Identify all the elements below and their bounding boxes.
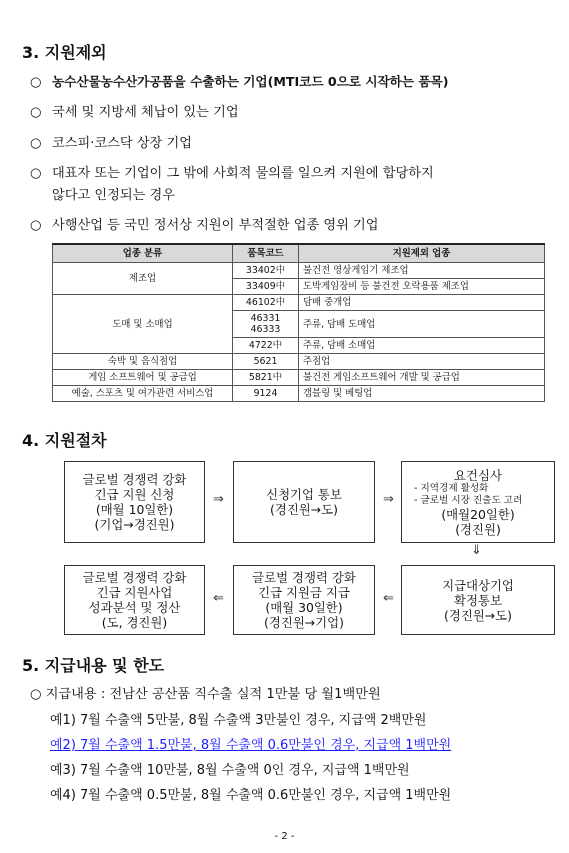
- arrow-right-icon: ⇒: [213, 492, 224, 507]
- step-apply-box: 글로벌 경쟁력 강화 긴급 지원 신청 (매월 10일한) (기업→경진원): [64, 461, 205, 543]
- code-cell: 5821中: [233, 370, 299, 386]
- example-2-highlighted: 예2) 7월 수출액 1.5만불, 8월 수출액 0.6만불인 경우, 지급액 1백만원: [50, 738, 452, 753]
- payment-content: ○ 지급내용 : 전남산 공산품 직수출 실적 1만불 당 월1백만원: [30, 687, 381, 702]
- section-3-heading: 3. 지원제외: [22, 43, 107, 62]
- excluded-cell: 갬블링 및 베팅업: [299, 386, 545, 402]
- arrow-left-icon: ⇐: [213, 591, 224, 606]
- arrow-down-icon: ⇓: [471, 543, 482, 558]
- excluded-cell: 불건전 게임소프트웨어 개발 및 공급업: [299, 370, 545, 386]
- code-cell: 5621: [233, 354, 299, 370]
- code-cell: 33402中: [233, 263, 299, 279]
- code-cell: 4722中: [233, 338, 299, 354]
- excluded-industries-table: [52, 243, 545, 402]
- table-row: [53, 386, 545, 402]
- exclusion-item-4-continued: 않다고 인정되는 경우: [52, 188, 176, 203]
- excluded-cell: 불건전 영상게임기 제조업: [299, 263, 545, 279]
- exclusion-item-1: ○ 농수산물농수산가공품을 수출하는 기업(MTI코드 0으로 시작하는 품목): [30, 74, 449, 90]
- example-1: 예1) 7월 수출액 5만불, 8월 수출액 3만불인 경우, 지급액 2백만원: [50, 713, 427, 728]
- section-5-heading: 5. 지급내용 및 한도: [22, 656, 165, 675]
- arrow-right-icon: ⇒: [383, 492, 394, 507]
- step-review-box: 요건심사 - 지역경제 활성화 - 글로벌 시장 진출도 고려 (매월20일한) (경진원): [401, 461, 555, 543]
- step-settlement-box: 글로벌 경쟁력 강화 긴급 지원사업 성과분석 및 정산 (도, 경진원): [64, 565, 205, 635]
- exclusion-item-3: ○ 코스피·코스닥 상장 기업: [30, 136, 192, 151]
- table-row: [53, 354, 545, 370]
- industry-cell: 제조업: [53, 263, 233, 295]
- industry-cell: 도매 및 소매업: [53, 295, 233, 354]
- section-4-heading: 4. 지원절차: [22, 431, 107, 450]
- step-notify-box: 신청기업 통보 (경진원→도): [233, 461, 375, 543]
- industry-cell: 게임 소프트웨어 및 공급업: [53, 370, 233, 386]
- exclusion-item-2: ○ 국세 및 지방세 체납이 있는 기업: [30, 105, 239, 120]
- excluded-cell: 도박게임장비 등 불건전 오락용품 제조업: [299, 279, 545, 295]
- exclusion-item-5: ○ 사행산업 등 국민 정서상 지원이 부적절한 업종 영위 기업: [30, 218, 379, 233]
- code-cell: 46102中: [233, 295, 299, 311]
- table-header-row: [53, 244, 545, 263]
- example-4: 예4) 7월 수출액 0.5만불, 8월 수출액 0.6만불인 경우, 지급액 1백만원: [50, 788, 452, 803]
- exclusion-item-4: ○ 대표자 또는 기업이 그 밖에 사회적 물의를 일으켜 지원에 합당하지: [30, 166, 434, 181]
- code-cell: 33409中: [233, 279, 299, 295]
- excluded-cell: 담배 중개업: [299, 295, 545, 311]
- header-excluded: 지원제외 업종: [299, 244, 545, 263]
- header-code: 품목코드: [233, 244, 299, 263]
- table-row: [53, 370, 545, 386]
- industry-cell: 예술, 스포츠 및 여가관련 서비스업: [53, 386, 233, 402]
- code-cell: 9124: [233, 386, 299, 402]
- header-industry: 업종 분류: [53, 244, 233, 263]
- industry-cell: 숙박 및 음식점업: [53, 354, 233, 370]
- step-payment-box: 글로벌 경쟁력 강화 긴급 지원금 지급 (매월 30일한) (경진원→기업): [233, 565, 375, 635]
- step-confirm-box: 지급대상기업 확정통보 (경진원→도): [401, 565, 555, 635]
- excluded-cell: 주점업: [299, 354, 545, 370]
- excluded-cell: 주류, 담배 소매업: [299, 338, 545, 354]
- example-3: 예3) 7월 수출액 10만불, 8월 수출액 0인 경우, 지급액 1백만원: [50, 763, 410, 778]
- table-row: [53, 263, 545, 279]
- page-number: - 2 -: [274, 831, 295, 842]
- arrow-left-icon: ⇐: [383, 591, 394, 606]
- excluded-cell: 주류, 담배 도매업: [299, 311, 545, 338]
- code-cell: 46331 46333: [233, 311, 299, 338]
- table-row: [53, 295, 545, 311]
